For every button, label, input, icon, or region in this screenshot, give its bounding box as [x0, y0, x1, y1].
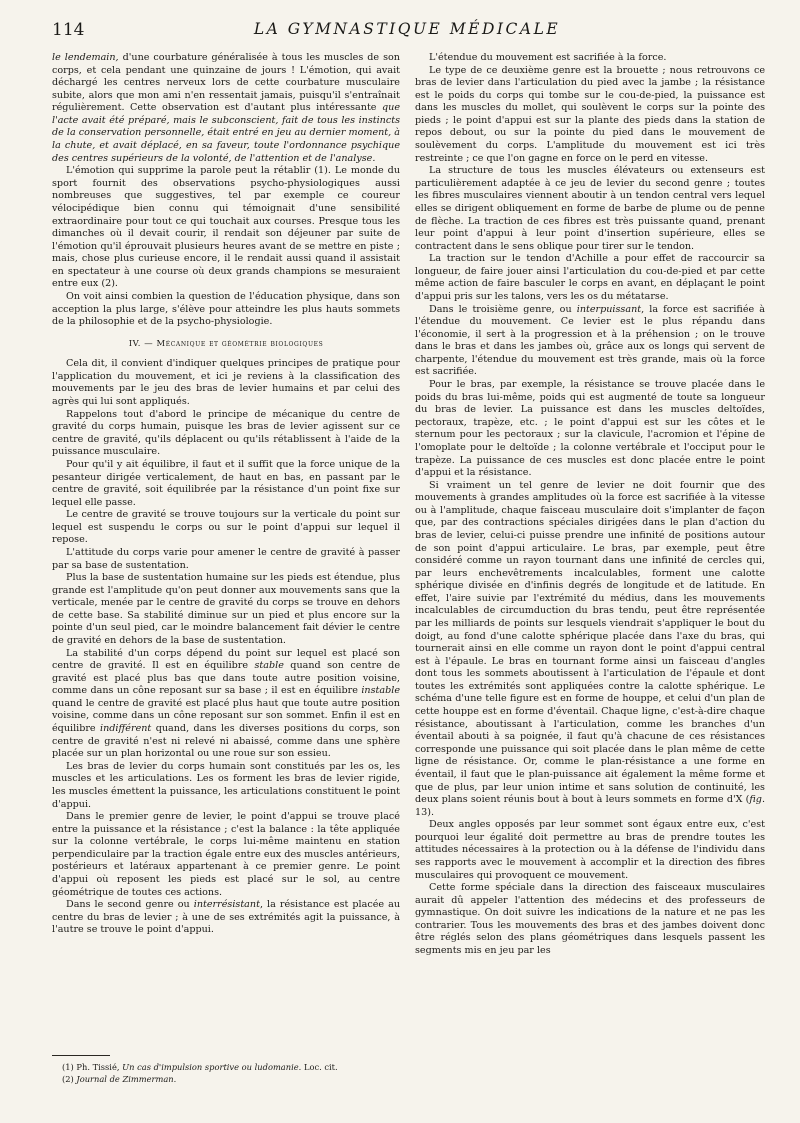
paragraph: Les bras de levier du corps humain sont constitués par les os, les muscles et les articulations. Les os forment les bras de levier rigide, les muscles émettent la puissance, les articulations constituent le point d'appui.	[52, 760, 400, 810]
running-head: LA GYMNASTIQUE MÉDICALE	[253, 20, 561, 38]
section-heading: IV. — Mécanique et géométrie biologiques	[128, 337, 324, 348]
paragraph: Deux angles opposés par leur sommet sont égaux entre eux, c'est pourquoi leur égalité doit permettre au bras de prendre toutes les attitudes nécessaires à la protection ou à la défense de l'individu dans ses rapports avec le mouvement à accomplir et la direction des fibres musculaires qui provoquent ce mouvement.	[415, 819, 765, 881]
paragraph: Cela dit, il convient d'indiquer quelques principes de pratique pour l'application du mouvement, et ici je reviens à la classification des mouvements par le jeu des bras de levier humains et par celui des agrès qui lui sont appliqués.	[52, 358, 400, 408]
paragraph: Cette forme spéciale dans la direction des faisceaux musculaires aurait dû appeler l'attention des médecins et des professeurs de gymnastique. On doit suivre les indications de la nature et ne pas les contrarier. Tous les mouvements des bras et des jambes doivent donc être réglés selon des plans géométriques dans lesquels passent les segments mis en jeu par les	[415, 882, 765, 957]
footnote-rule	[52, 1055, 110, 1056]
right-column	[415, 52, 765, 958]
page-number: 114	[52, 20, 85, 40]
paragraph: La stabilité d'un corps dépend du point sur lequel est placé son centre de gravité. Il est en équilibre stable quand son centre de gravité est placé plus bas que dans toute autre position voisine, comme dans un cône reposant sur sa base ; il est en équilibre instable quand le centre de gravité est placé plus haut que toute autre position voisine, comme dans un cône reposant sur son sommet. Enfin il est en équilibre indifférent quand, dans les diverses positions du corps, son centre de gravité n'est ni relevé ni abaissé, comme dans une sphère placée sur un plan horizontal ou une roue sur son essieu.	[52, 647, 401, 760]
paragraph: Pour le bras, par exemple, la résistance se trouve placée dans le poids du bras lui-même, poids qui est augmenté de toute sa longueur du bras de levier. La puissance est dans les muscles deltoïdes, pectoraux, trapèze, etc. ; le point d'appui est sur les côtes et le sternum pour les pectoraux ; sur la clavicule, l'acromion et l'épine de l'omoplate pour le deltoïde ; la colonne vertébrale et l'occiput pour le trapèze. La puissance de ces muscles est donc placée entre le point d'appui et la résistance.	[415, 379, 765, 479]
footnotes	[52, 1055, 400, 1085]
paragraph: Le centre de gravité se trouve toujours sur la verticale du point sur lequel est suspendu le corps ou sur le point d'appui sur lequel il repose.	[52, 509, 400, 546]
paragraph: Dans le troisième genre, ou interpuissant, la force est sacrifiée à l'étendue du mouvement. Ce levier est le plus répandu dans l'économie, il sert à la progression et à la préhension ; on le trouve dans le bras et dans les jambes où, grâce aux os longs qui servent de charpente, l'étendue du mouvement est très grande, mais où la force est sacrifiée.	[415, 303, 765, 378]
paragraph: On voit ainsi combien la question de l'éducation physique, dans son acception la plus large, s'élève pour atteindre les plus hauts sommets de la philosophie et de la psycho-physiologie.	[52, 290, 400, 328]
paragraph: le lendemain, d'une courbature généralisée à tous les muscles de son corps, et cela pendant une quinzaine de jours ! L'émotion, qui avait déchargé les centres nerveux lors de cette courbature musculaire subite, alors que mon ami n'en ressentait jamais, puisqu'il s'entraînait régulièrement. Cette observation est d'autant plus intéressante que l'acte avait été préparé, mais le subconscient, fait de tous les instincts de la conservation personnelle, était entré en jeu au dernier moment, à la chute, et avait déplacé, en sa faveur, toute l'ordonnance psychique des centres supérieurs de la volonté, de l'attention et de l'analyse.	[52, 52, 400, 164]
paragraph: Pour qu'il y ait équilibre, il faut et il suffit que la force unique de la pesanteur dirigée verticalement, de haut en bas, en passant par le centre de gravité, soit équilibrée par la résistance d'un point fixe sur lequel elle passe.	[52, 458, 400, 508]
paragraph: La traction sur le tendon d'Achille a pour effet de raccourcir sa longueur, de faire jouer ainsi l'articulation du cou-de-pied et par cette même action de faire basculer le corps en avant, en déplaçant le point d'appui pris sur les talons, vers les os du métatarse.	[415, 253, 765, 302]
paragraph: L'émotion qui supprime la parole peut la rétablir (1). Le monde du sport fournit des observations psycho-physiologiques aussi nombreuses que suggestives, tel par exemple ce coureur vélocipédique bien connu qui témoignait d'une sensibilité extraordinaire pour tout ce qui touchait aux courses. Presque tous les dimanches où il devait courir, il rendait son déjeuner par suite de l'émotion qu'il éprouvait plusieurs heures avant de se mettre en piste ; mais, chose plus curieuse encore, il le rendait aussi quand il assistait en spectateur à une course où deux grands champions se mesuraient entre eux (2).	[52, 165, 400, 290]
page-header	[52, 20, 762, 48]
paragraph: Dans le premier genre de levier, le point d'appui se trouve placé entre la puissance et la résistance ; c'est la balance : la tête appliquée sur la colonne vertébrale, le corps lui-même maintenu en station perpendiculaire par la traction égale entre eux des muscles antérieurs, postérieurs et latéraux appartenant à ce premier genre. Le point d'appui où reposent les pieds est placé sur le sol, au centre géométrique de toutes ces actions.	[52, 811, 400, 898]
footnote-1: (1) Ph. Tissié, Un cas d'impulsion sportive ou ludomanie. Loc. cit.	[62, 1062, 338, 1072]
footnote-2: (2) Journal de Zimmerman.	[62, 1073, 177, 1084]
paragraph: La structure de tous les muscles élévateurs ou extenseurs est particulièrement adaptée à ce jeu de levier du second genre ; toutes les fibres musculaires viennent aboutir à un tendon central vers lequel elles se dirigent obliquement en forme de barbe de plume ou de penne de flèche. La traction de ces fibres est très puissante quand, prenant leur point d'appui à leur point d'insertion supérieure, elles se contractent dans le sens oblique pour tirer sur le tendon.	[415, 165, 765, 252]
left-column	[52, 52, 400, 937]
paragraph: Rappelons tout d'abord le principe de mécanique du centre de gravité du corps humain, puisque les bras de levier agissent sur ce centre de gravité, qu'ils déplacent ou qu'ils rétablissent à l'aide de la puissance musculaire.	[52, 408, 400, 458]
paragraph: Si vraiment un tel genre de levier ne doit fournir que des mouvements à grandes amplitudes où la force est sacrifiée à la vitesse ou à l'amplitude, chaque faisceau musculaire doit s'implanter de façon que, par des contractions spéciales dirigées dans le plan d'action du bras de levier, celui-ci puisse prendre une infinité de positions autour de son point d'appui articulaire. Le bras, par exemple, peut être considéré comme un rayon tournant dans une infinité de cercles qui, par leurs enchevêtrements incalculables, forment une calotte sphérique divisée en d'infinis degrés de longitude et de latitude. En effet, l'aire suivie par l'extrémité du médius, dans les mouvements incalculables de circumduction du bras tendu, peut être représentée par les milliards de points sur lesquels viendrait s'appliquer le bout du doigt, au fond d'une calotte sphérique placée dans l'axe du bras, qui tournerait ainsi en elle comme un rayon dont le point d'appui central est à l'épaule. Le bras en tournant forme ainsi un faisceau d'angles dont tous les sommets aboutissent à l'articulation de l'épaule et dont toutes les extrémités sont appliquées contre la calotte sphérique. Le schéma d'une telle figure est en forme de houppe, et celui d'un plan de cette houppe est en forme d'éventail. Chaque ligne, c'est-à-dire chaque résistance, aboutissant à l'articulation, comme les branches d'un éventail abouti à sa poignée, il faut qu'à chacune de ces résistances corresponde une puissance qui soit placée dans le plan même de cette ligne de résistance. Or, comme le plan-résistance a une forme en éventail, il faut que le plan-puissance ait également la même forme et que de plus, par leur union intime et sans solution de continuité, les deux plans soient réunis bout à bout à leurs sommets en forme d'X (fig. 13).	[415, 479, 765, 818]
paragraph: Dans le second genre ou interrésistant, la résistance est placée au centre du bras de levier ; à une de ses extrémités agit la puissance, à l'autre se trouve le point d'appui.	[52, 899, 400, 936]
paragraph: L'attitude du corps varie pour amener le centre de gravité à passer par sa base de sustentation.	[52, 546, 400, 571]
paragraph: Plus la base de sustentation humaine sur les pieds est étendue, plus grande est l'amplitude qu'on peut donner aux mouvements sans que la verticale, menée par le centre de gravité du corps se trouve en dehors de cette base. Sa stabilité diminue sur un pied et plus encore sur la pointe d'un seul pied, car le moindre balancement fait dévier le centre de gravité en dehors de la base de sustentation.	[52, 572, 400, 647]
paragraph: Le type de ce deuxième genre est la brouette ; nous retrouvons ce bras de levier dans l'articulation du pied avec la jambe ; la résistance est le poids du corps qui tombe sur le cou-de-pied, la puissance est dans les muscles du mollet, qui soulèvent le corps sur la pointe des pieds ; le point d'appui est sur la plante des pieds dans la station de repos debout, ou sur la pointe du pied dans le mouvement de soulèvement du corps. L'amplitude du mouvement est ici très restreinte ; ce que l'on gagne en force on le perd en vitesse.	[415, 64, 765, 164]
paragraph: L'étendue du mouvement est sacrifiée à la force.	[429, 52, 667, 63]
